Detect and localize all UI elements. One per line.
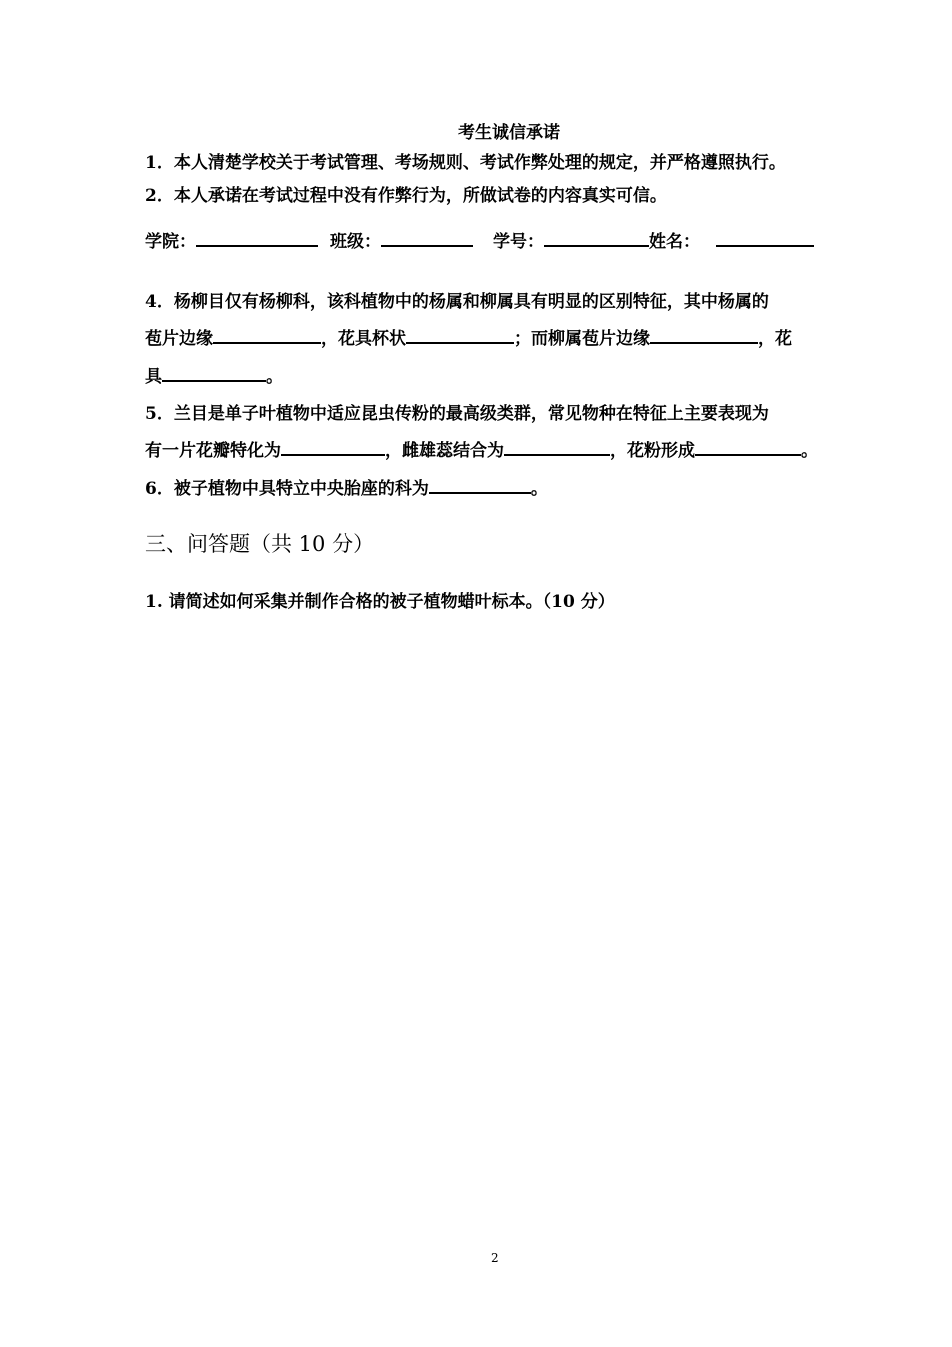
question-5-line-1: 5．兰目是单子叶植物中适应昆虫传粉的最高级类群，常见物种在特征上主要表现为 (145, 404, 769, 424)
q4-text-a: 苞片边缘 (145, 329, 213, 349)
q5-text-c: ，花粉形成 (610, 441, 695, 461)
q4-text-e: 具 (145, 367, 162, 387)
section-3-question-1: 1. 请简述如何采集并制作合格的被子植物蜡叶标本。（10 分） (145, 592, 615, 612)
q4-text-c: ；而柳属苞片边缘 (514, 329, 650, 349)
class-label: 班级： (330, 232, 381, 252)
question-4-line-3 (145, 362, 283, 387)
q5-text-b: ，雌雄蕊结合为 (385, 441, 504, 461)
student-id-label: 学号： (493, 232, 544, 252)
q4-blank-3[interactable] (650, 326, 758, 344)
section-3-heading: 三、问答题（共 10 分） (145, 532, 375, 556)
page-number: 2 (491, 1251, 499, 1265)
q4-blank-4[interactable] (162, 364, 266, 382)
question-4-line-1: 4．杨柳目仅有杨柳科，该科植物中的杨属和柳属具有明显的区别特征，其中杨属的 (145, 292, 769, 312)
question-4-line-2 (145, 324, 792, 349)
question-5-line-2 (145, 436, 818, 461)
student-info-row (145, 227, 814, 252)
pledge-item-2: 2．本人承诺在考试过程中没有作弊行为，所做试卷的内容真实可信。 (145, 186, 667, 206)
q4-blank-1[interactable] (213, 326, 321, 344)
q6-text-b: 。 (530, 479, 548, 499)
name-label: 姓名： (649, 232, 700, 252)
q4-text-f: 。 (266, 367, 283, 387)
pledge-title: 考生诚信承诺 (458, 123, 560, 143)
q5-blank-1[interactable] (281, 438, 385, 456)
q4-blank-2[interactable] (406, 326, 514, 344)
q6-blank[interactable] (429, 476, 531, 494)
q5-text-d: 。 (801, 441, 818, 461)
q4-text-d: ，花 (758, 329, 792, 349)
q5-text-a: 有一片花瓣特化为 (145, 441, 281, 461)
class-blank[interactable] (381, 229, 473, 247)
pledge-item-1: 1．本人清楚学校关于考试管理、考场规则、考试作弊处理的规定，并严格遵照执行。 (145, 153, 786, 173)
college-blank[interactable] (196, 229, 318, 247)
q6-text-a: 6．被子植物中具特立中央胎座的科为 (145, 479, 429, 499)
q4-text-b: ，花具杯状 (321, 329, 406, 349)
q5-blank-3[interactable] (695, 438, 801, 456)
name-blank[interactable] (716, 229, 814, 247)
q5-blank-2[interactable] (504, 438, 610, 456)
question-6 (145, 474, 548, 499)
student-id-blank[interactable] (544, 229, 649, 247)
college-label: 学院： (145, 232, 196, 252)
